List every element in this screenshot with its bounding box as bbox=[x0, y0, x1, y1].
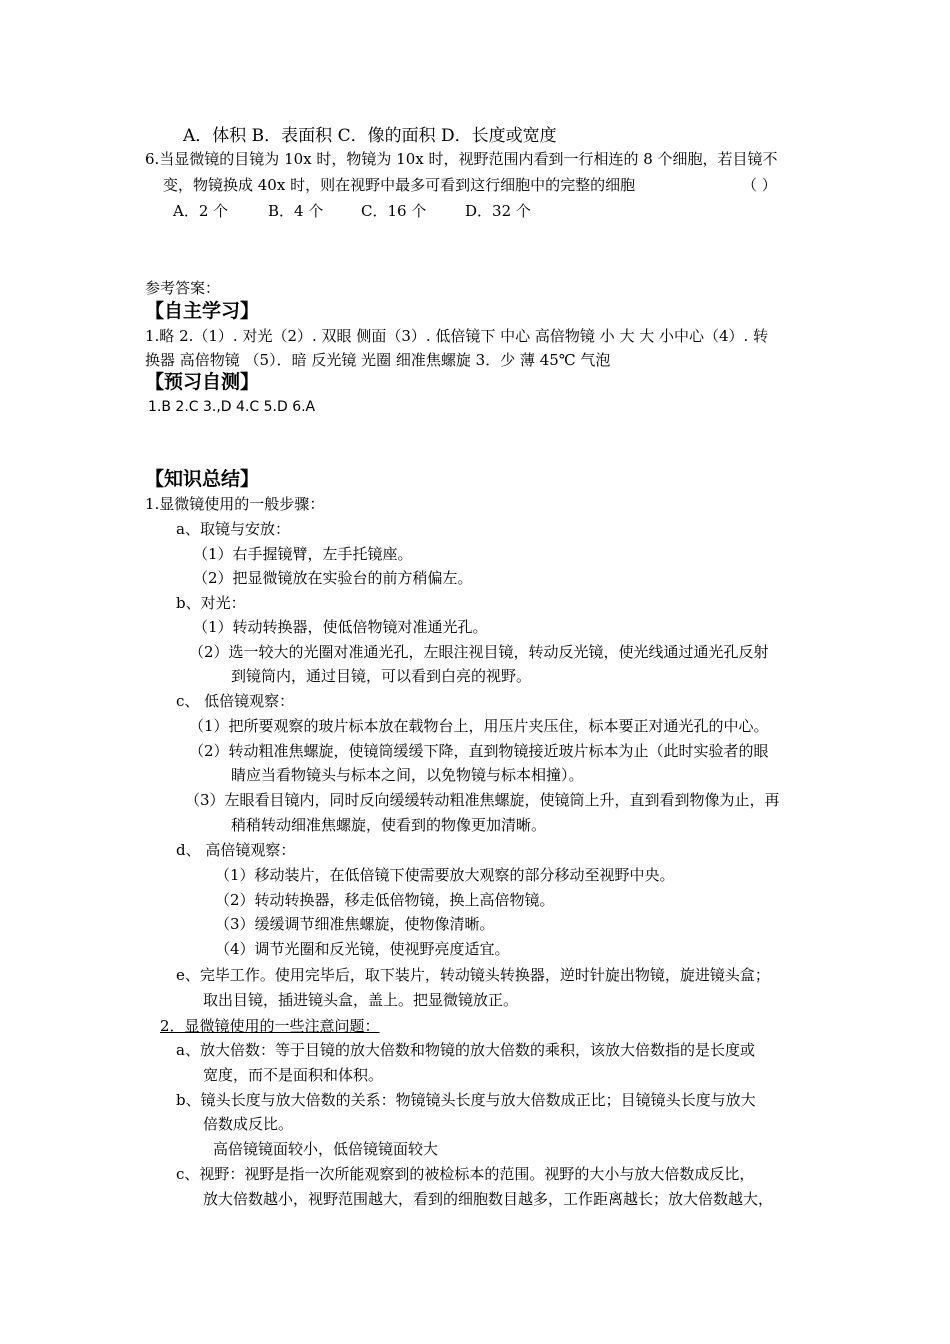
step-b-title: b、对光： bbox=[176, 594, 246, 612]
summary-heading: 【知识总结】 bbox=[145, 468, 260, 490]
step-c-3-line1: （3）左眼看目镜内，同时反向缓缓转动粗准焦螺旋，使镜筒上升，直到看到物像为止，再 bbox=[185, 791, 780, 809]
q6-line2: 变，物镜换成 40x 时，则在视野中最多可看到这行细胞中的完整的细胞 bbox=[163, 176, 636, 194]
step-c-2-line1: （2）转动粗准焦螺旋，使镜筒缓缓下降，直到物镜接近玻片标本为止（此时实验者的眼 bbox=[189, 742, 769, 760]
step-c-2-line2: 睛应当看物镜头与标本之间，以免物镜与标本相撞）。 bbox=[231, 766, 584, 784]
pretest-heading: 【预习自测】 bbox=[145, 371, 260, 393]
step-b-2-line1: （2）选一较大的光圈对准通光孔，左眼注视目镜，转动反光镜，使光线通过通光孔反射 bbox=[189, 643, 769, 661]
q5-options: A．体积 B．表面积 C．像的面积 D．长度或宽度 bbox=[183, 126, 557, 146]
self-study-answer-line2: 换器 高倍物镜 （5）．暗 反光镜 光圈 细准焦螺旋 3．少 薄 45℃ 气泡 bbox=[145, 351, 611, 369]
q6-option-b: B．4 个 bbox=[268, 202, 324, 220]
summary-point-2: 2．显微镜使用的一些注意问题： bbox=[160, 1017, 380, 1035]
step-d-title: d、 高倍镜观察： bbox=[176, 841, 296, 859]
step-d-1: （1）移动装片，在低倍镜下使需要放大观察的部分移动至视野中央。 bbox=[215, 866, 675, 884]
step-b-1: （1）转动转换器，使低倍物镜对准通光孔。 bbox=[193, 618, 488, 636]
step-d-3: （3）缓缓调节细准焦螺旋，使物像清晰。 bbox=[215, 915, 495, 933]
answers-title: 参考答案： bbox=[145, 279, 221, 297]
q6-answer-paren: （ ） bbox=[742, 176, 777, 194]
q6-option-d: D．32 个 bbox=[465, 202, 531, 220]
q6-line1: 6.当显微镜的目镜为 10x 时，物镜为 10x 时，视野范围内看到一行相连的 8 个细胞，若目镜不 bbox=[145, 150, 778, 168]
step-a-2: （2）把显微镜放在实验台的前方稍偏左。 bbox=[193, 569, 473, 587]
q6-options bbox=[173, 201, 531, 221]
q6-option-c: C．16 个 bbox=[361, 202, 427, 220]
step-c-3-line2: 稍稍转动细准焦螺旋，使看到的物像更加清晰。 bbox=[231, 816, 547, 834]
note-a-line2: 宽度，而不是面积和体积。 bbox=[203, 1066, 384, 1084]
pretest-answers: 1.B 2.C 3.,D 4.C 5.D 6.A bbox=[148, 399, 316, 415]
note-b-line1: b、镜头长度与放大倍数的关系：物镜镜头长度与放大倍数成正比；目镜镜头长度与放大 bbox=[176, 1091, 756, 1109]
step-a-title: a、取镜与安放： bbox=[176, 520, 290, 538]
self-study-heading: 【自主学习】 bbox=[145, 300, 260, 322]
q6-option-a: A．2 个 bbox=[173, 202, 229, 220]
summary-point-1: 1.显微镜使用的一般步骤： bbox=[145, 495, 325, 513]
self-study-answer-line1: 1.略 2.（1）. 对光（2）. 双眼 侧面（3）. 低倍镜下 中心 高倍物镜 小 大 大 小中心（4）. 转 bbox=[145, 327, 769, 345]
note-b-line2: 倍数成反比。 bbox=[203, 1115, 294, 1133]
note-c-line1: c、视野：视野是指一次所能观察到的被检标本的范围。视野的大小与放大倍数成反比， bbox=[176, 1165, 755, 1183]
step-d-2: （2）转动转换器，移走低倍物镜，换上高倍物镜。 bbox=[215, 891, 555, 909]
step-a-1: （1）右手握镜臂，左手托镜座。 bbox=[193, 545, 413, 563]
step-c-title: c、 低倍镜观察： bbox=[176, 692, 295, 710]
note-c-line2: 放大倍数越小，视野范围越大，看到的细胞数目越多，工作距离越长；放大倍数越大， bbox=[203, 1190, 774, 1208]
step-e-line1: e、完毕工作。使用完毕后，取下装片，转动镜头转换器，逆时针旋出物镜，旋进镜头盒； bbox=[176, 966, 770, 984]
step-d-4: （4）调节光圈和反光镜，使视野亮度适宜。 bbox=[215, 940, 510, 958]
step-b-2-line2: 到镜筒内，通过目镜，可以看到白亮的视野。 bbox=[231, 667, 532, 685]
step-c-1: （1）把所要观察的玻片标本放在载物台上，用压片夹压住，标本要正对通光孔的中心。 bbox=[189, 717, 769, 735]
note-b-line3: 高倍镜镜面较小，低倍镜镜面较大 bbox=[213, 1140, 439, 1158]
step-e-line2: 取出目镜，插进镜头盒，盖上。把显微镜放正。 bbox=[203, 991, 519, 1009]
note-a-line1: a、放大倍数：等于目镜的放大倍数和物镜的放大倍数的乘积，该放大倍数指的是长度或 bbox=[176, 1041, 755, 1059]
